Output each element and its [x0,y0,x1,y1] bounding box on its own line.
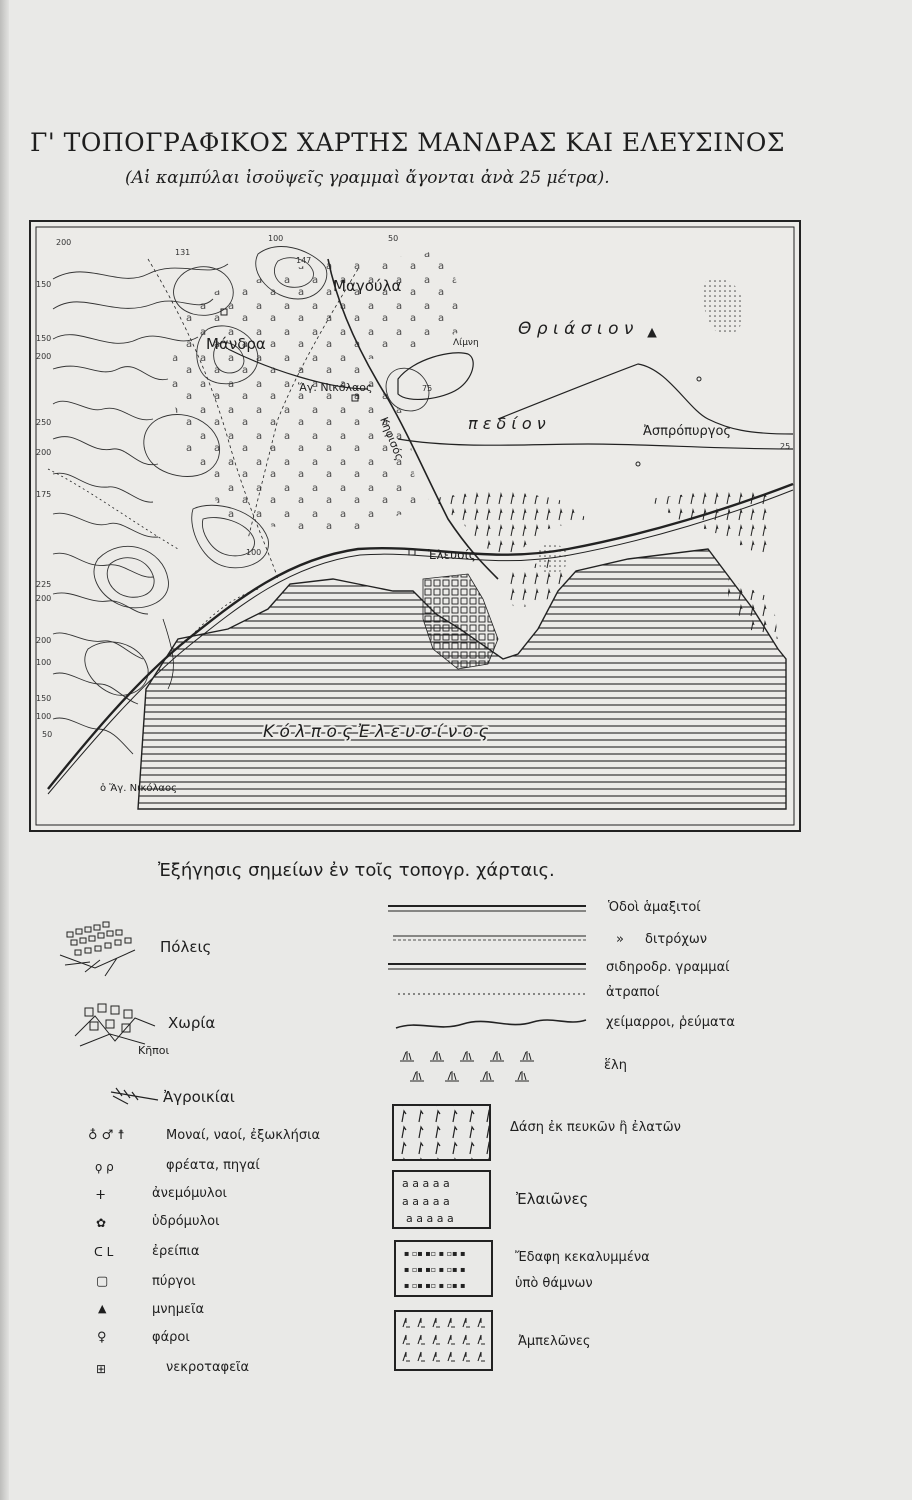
legend-ruins: ἐρείπια [152,1244,200,1259]
legend-bushes-2: ὑπὸ θάμνων [515,1276,593,1291]
river-kifisos: Κηφισός [377,415,407,463]
olive-box [392,1170,492,1230]
elev-margin-200d: 200 [36,636,52,645]
place-magoula: Μαγούλα [333,277,402,295]
wells-symbols: ϙ ρ [95,1160,114,1174]
elev-margin-100: 100 [36,658,52,667]
farmhouses-symbol [108,1082,163,1107]
bushes-box [394,1240,494,1298]
gulf-name: Κ ό λ π ο ς Ἐ λ ε υ σ ί ν ο ς [263,722,489,742]
elev-margin-100b: 100 [36,712,52,721]
elev-top-50: 50 [388,234,399,243]
legend-ditto: » [616,932,624,947]
place-ag-nikolaos: Ἅγ. Νικόλαος [298,381,373,394]
legend-villages: Χωρία [168,1014,216,1032]
windmill-symbol: ⵜ [96,1188,106,1202]
elev-margin-150b: 150 [36,334,52,343]
place-limni: Λίμνη [453,338,479,348]
cape-ag-nikolaos: ὁ Ἅγ. Νικόλαος [100,783,177,794]
place-elefsis: Ἐλευσίς [428,548,476,562]
legend-lighthouses: φάροι [152,1330,190,1345]
monument-symbol: ▲ [98,1302,107,1315]
legend-bushes-1: Ἔδαφη κεκαλυμμένα [515,1250,650,1265]
legend-watermills: ὑδρόμυλοι [152,1214,220,1229]
legend-cemeteries: νεκροταφεῖα [166,1360,250,1375]
svg-text:a a a a a: a a a a a [406,1212,454,1225]
line-symbols [388,898,588,1033]
monastery-symbols: ♁ ♂ ☨ [88,1128,125,1143]
legend-title: Ἐξήγησις σημείων ἐν τοῖς τοπογρ. χάρταις. [158,860,555,881]
topographic-map [28,219,802,833]
elev-131: 131 [175,248,191,257]
legend-windmills: ἀνεμόμυλοι [152,1186,227,1201]
forest-box [392,1104,492,1162]
svg-text:▪ ▫▪ ▪▫ ▪ ▫▪ ▪: ▪ ▫▪ ▪▫ ▪ ▫▪ ▪ [404,1281,466,1290]
legend-monuments: μνημεῖα [152,1302,205,1317]
legend-vineyards: Ἀμπελῶνες [518,1334,591,1349]
vineyards-box [394,1310,494,1372]
legend-roads: Ὁδοὶ ἁμαξιτοί [608,900,701,915]
elev-147: 147 [296,256,312,265]
elev-top-200: 200 [56,238,72,247]
svg-text:▪ ▫▪ ▪▫ ▪ ▫▪ ▪: ▪ ▫▪ ▪▫ ▪ ▫▪ ▪ [404,1249,466,1258]
elev-margin-200b: 200 [36,448,52,457]
elev-margin-225: 225 [36,580,52,589]
elev-margin-250: 250 [36,418,52,427]
elev-margin-25: 25 [780,442,791,451]
elev-margin-200c: 200 [36,594,52,603]
place-aspropyrgos: Ἀσπρόπυργος [643,424,732,439]
legend-forest: Δάση ἐκ πευκῶν ἢ ἐλατῶν [510,1120,681,1135]
ruins-symbols: ᑕ ᒪ [94,1245,114,1259]
svg-text:a a a a a: a a a a a [402,1195,450,1208]
elev-margin-50: 50 [42,730,53,739]
elev-margin-200: 200 [36,352,52,361]
cities-symbol [55,910,155,985]
legend-olives: Ἐλαιῶνες [516,1190,589,1208]
lighthouse-symbol: ♀ [97,1330,107,1345]
tower-symbol: ▢ [96,1274,109,1289]
legend-monasteries: Μοναί, ναοί, ἐξωκλήσια [166,1128,321,1143]
elev-top-100: 100 [268,234,284,243]
svg-text:▪ ▫▪ ▪▫ ▪ ▫▪ ▪: ▪ ▫▪ ▪▫ ▪ ▫▪ ▪ [404,1265,466,1274]
marsh-symbol [398,1048,558,1088]
page-subtitle: (Αἱ καμπύλαι ἰσοϋψεῖς γραμμαὶ ἄγονται ἀνὰ 25 μέτρα). [125,168,610,188]
legend-marshes: ἕλη [604,1058,627,1073]
legend-farmhouses: Ἀγροικίαι [163,1088,235,1106]
place-pedion: π ε δ ί ο ν [468,414,546,433]
elev-margin-150c: 150 [36,694,52,703]
legend-railways: σιδηροδρ. γραμμαί [606,960,730,975]
svg-text:a a a a a: a a a a a [402,1177,450,1190]
legend-towers: πύργοι [152,1274,196,1289]
legend-cities: Πόλεις [160,938,212,956]
page-title: Γ' ΤΟΠΟΓΡΑΦΙΚΟΣ ΧΑΡΤΗΣ ΜΑΝΔΡΑΣ ΚΑΙ ΕΛΕΥΣΙΝΟΣ [30,128,786,157]
legend-cart-roads: διτρόχων [645,932,708,947]
elev-75: 75 [422,384,433,393]
place-thriasion: Θ ρ ι ά σ ι ο ν [518,319,634,339]
cemetery-symbol: ⊞ [96,1362,107,1376]
page-edge [0,0,9,1500]
legend-paths: ἀτραποί [606,985,660,1000]
legend-gardens: Κῆποι [138,1044,170,1057]
legend-streams: χείμαρροι, ῥεύματα [606,1015,735,1030]
elev-margin-150: 150 [36,280,52,289]
legend-wells: φρέατα, πηγαί [166,1158,260,1173]
watermill-symbol: ✿ [96,1216,107,1230]
elev-margin-175: 175 [36,490,52,499]
place-mandra: Μάνδρα [206,335,266,353]
elev-100-hill: 100 [246,548,262,557]
